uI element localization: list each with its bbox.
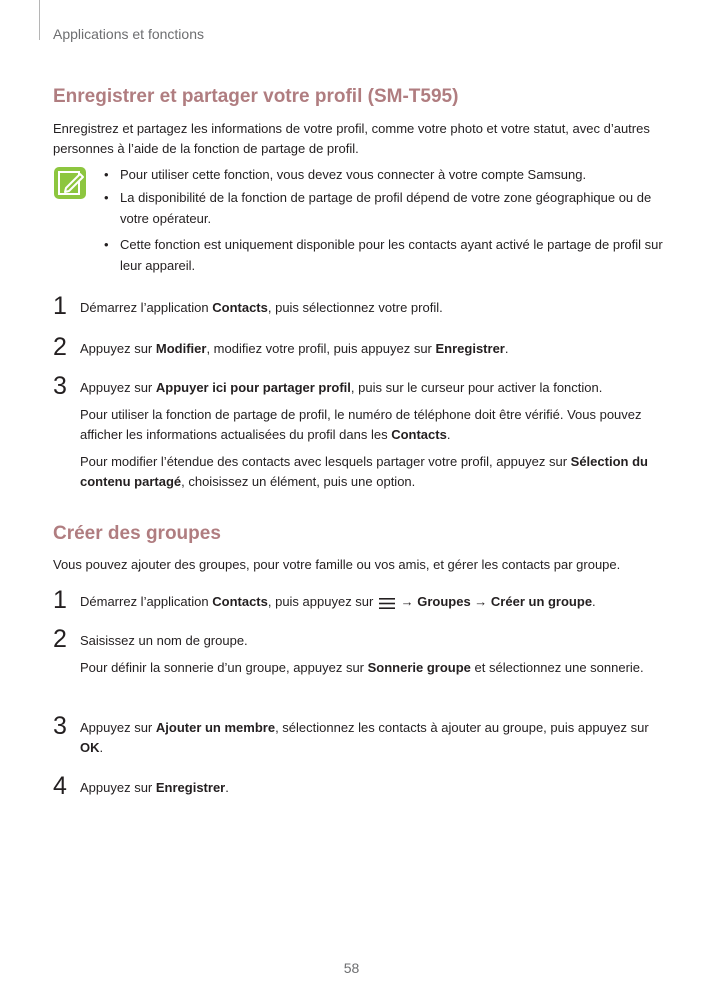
step-number: 2: [53, 625, 67, 653]
step-3-note-scope: Pour modifier l’étendue des contacts avec lesquels partager votre profil, appuyez sur Sélection du contenu partagé, choisissez un élément, puis une option.: [80, 454, 648, 489]
step-text: Appuyez sur Ajouter un membre, sélectionnez les contacts à ajouter au groupe, puis appuyez sur OK.: [80, 720, 649, 755]
note-bullet: • Cette fonction est uniquement disponible pour les contacts ayant activé le partage de profil sur leur appareil.: [104, 237, 663, 273]
step-text: Démarrez l’application Contacts, puis appuyez sur → Groupes → Créer un groupe.: [80, 594, 596, 609]
step-number: 1: [53, 586, 67, 614]
margin-rule: [39, 0, 40, 40]
step-text: Saisissez un nom de groupe.: [80, 633, 248, 648]
step-number: 3: [53, 372, 67, 400]
step-text: Appuyez sur Appuyer ici pour partager profil, puis sur le curseur pour activer la fonction.: [80, 380, 603, 395]
step-number: 3: [53, 712, 67, 740]
menu-icon: [379, 596, 395, 609]
step-3-note-verification: Pour utiliser la fonction de partage de profil, le numéro de téléphone doit être vérifié. Vous pouvez afficher les informations actualisées du profil dans les Contacts.: [80, 407, 642, 442]
step-number: 4: [53, 772, 67, 800]
section-intro-profile: Enregistrez et partagez les informations de votre profil, comme votre photo et votre statut, avec d’autres personnes à l’aide de la fonction de partage de profil.: [53, 121, 650, 156]
section-title-profile: Enregistrer et partager votre profil (SM-T595): [53, 86, 459, 107]
section-title-groups: Créer des groupes: [53, 523, 221, 544]
step-text: Appuyez sur Enregistrer.: [80, 780, 229, 795]
step-number: 1: [53, 292, 67, 320]
page-number: 58: [343, 960, 360, 976]
section-intro-groups: Vous pouvez ajouter des groupes, pour votre famille ou vos amis, et gérer les contacts par groupe.: [53, 557, 621, 572]
note-list: [104, 164, 664, 276]
note-bullet: • La disponibilité de la fonction de partage de profil dépend de votre zone géographique ou de votre opérateur.: [104, 190, 652, 226]
step-text: Appuyez sur Modifier, modifiez votre profil, puis appuyez sur Enregistrer.: [80, 341, 509, 356]
group-step-2-note: Pour définir la sonnerie d’un groupe, appuyez sur Sonnerie groupe et sélectionnez une sonnerie.: [80, 660, 644, 675]
step-number: 2: [53, 333, 67, 361]
note-pencil-icon: [53, 166, 87, 200]
step-text: Démarrez l’application Contacts, puis sélectionnez votre profil.: [80, 300, 443, 315]
note-bullet: • Pour utiliser cette fonction, vous devez vous connecter à votre compte Samsung.: [104, 167, 587, 182]
running-header: Applications et fonctions: [53, 26, 204, 42]
